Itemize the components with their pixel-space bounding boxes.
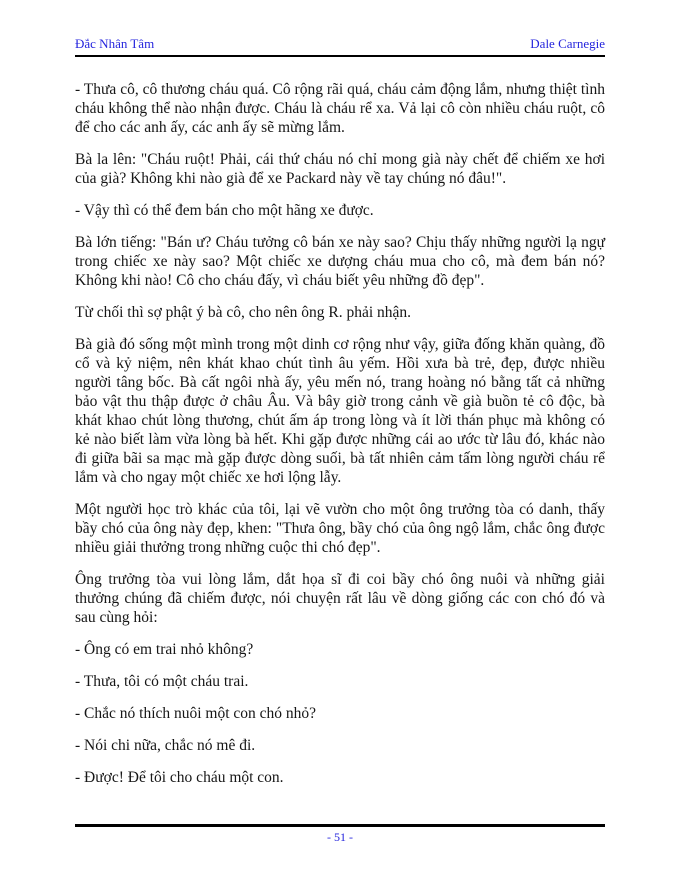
footer-rule	[75, 824, 605, 827]
page-header	[75, 36, 605, 57]
header-book-title: Đắc Nhân Tâm	[75, 36, 155, 51]
paragraph: - Thưa cô, cô thương cháu quá. Cô rộng rãi quá, cháu cảm động lắm, nhưng thiệt tình cháu không thể nào nhận được. Cháu là cháu rể xa. Vả lại cô còn nhiều cháu ruột, cô để cho các anh ấy, các anh ấy sẽ mừng lắm.	[75, 81, 605, 136]
paragraph: - Chắc nó thích nuôi một con chó nhỏ?	[75, 705, 317, 722]
paragraph: - Nói chi nữa, chắc nó mê đi.	[75, 737, 256, 754]
paragraph: - Vậy thì có thể đem bán cho một hãng xe được.	[75, 202, 374, 219]
body-text	[75, 80, 605, 800]
paragraph: Ông trưởng tòa vui lòng lắm, dắt họa sĩ đi coi bầy chó ông nuôi và những giải thưởng chúng đã chiếm được, nói chuyện rất lâu về dòng giống các con chó đó và sau cùng hỏi:	[75, 571, 605, 626]
paragraph: Bà la lên: "Cháu ruột! Phải, cái thứ cháu nó chỉ mong già này chết để chiếm xe hơi của già? Không khi nào già để xe Packard này về tay chúng nó đâu!".	[75, 151, 605, 187]
paragraph: Bà lớn tiếng: "Bán ư? Cháu tưởng cô bán xe này sao? Chịu thấy những người lạ ngự trong chiếc xe này sao? Một chiếc xe dượng cháu mua cho cô, mà đem bán nó? Không khi nào! Cô cho cháu đấy, vì cháu biết yêu những đồ đẹp".	[75, 234, 605, 289]
paragraph: - Được! Để tôi cho cháu một con.	[75, 769, 284, 786]
paragraph: Từ chối thì sợ phật ý bà cô, cho nên ông R. phải nhận.	[75, 304, 412, 321]
paragraph: Bà già đó sống một mình trong một dinh cơ rộng như vậy, giữa đống khăn quàng, đồ cổ và kỷ niệm, nên khát khao chút tình âu yếm. Hồi xưa bà trẻ, đẹp, được nhiều người tâng bốc. Bà cất ngôi nhà ấy, yêu mến nó, trang hoàng nó bằng tất cả những bảo vật thu thập được ở châu Âu. Và bây giờ trong cảnh về già buồn tẻ cô độc, bà khát khao chút lòng thương, chút ấm áp trong lòng và ít lời thán phục mà không có kẻ nào biết làm vừa lòng bà hết. Khi gặp được những cái ao ước từ lâu đó, khác nào đi giữa bãi sa mạc mà gặp được dòng suối, bà tất nhiên cảm tấm lòng người cháu rể lắm và cho ngay một chiếc xe hơi lộng lẫy.	[75, 336, 605, 486]
paragraph: - Ông có em trai nhỏ không?	[75, 641, 254, 658]
header-author: Dale Carnegie	[530, 36, 605, 51]
paragraph: - Thưa, tôi có một cháu trai.	[75, 673, 249, 690]
page-number: - 51 -	[327, 830, 353, 844]
paragraph: Một người học trò khác của tôi, lại vẽ vườn cho một ông trưởng tòa có danh, thấy bầy chó của ông này đẹp, khen: "Thưa ông, bầy chó của ông ngộ lắm, chắc ông được nhiều giải thưởng trong những cuộc thi chó đẹp".	[75, 501, 605, 556]
